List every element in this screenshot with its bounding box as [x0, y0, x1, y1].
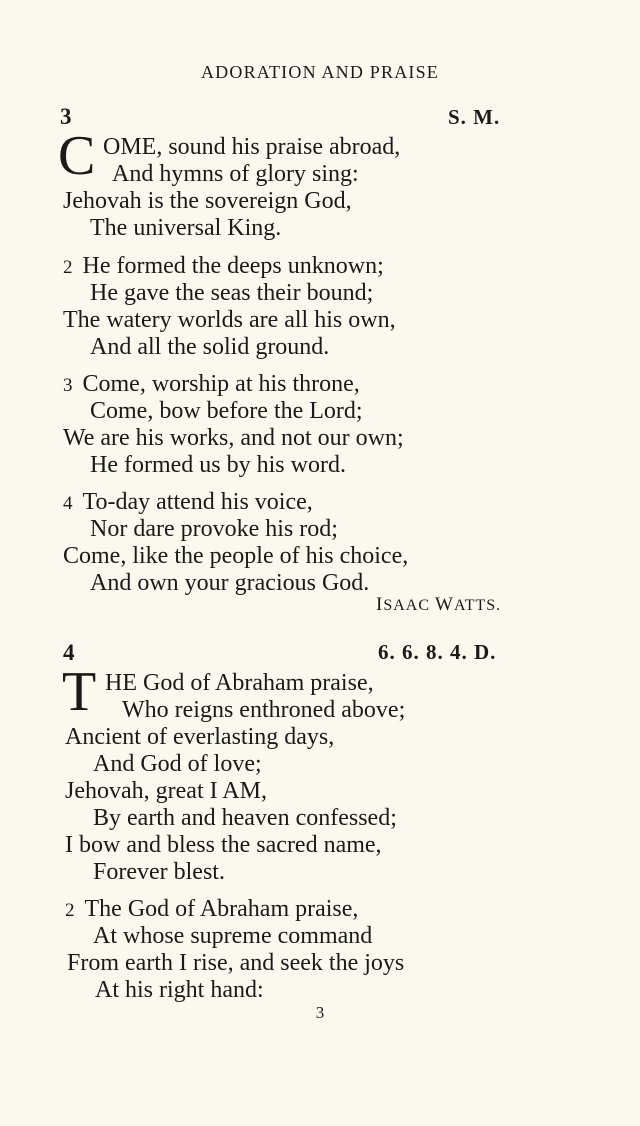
- verse-text: Come, worship at his throne,: [82, 371, 360, 397]
- hymn-4-line-8: Forever blest.: [93, 859, 225, 885]
- hymn-3-line-2: And hymns of glory sing:: [112, 161, 359, 187]
- hymn-4-meter: 6. 6. 8. 4. D.: [378, 640, 497, 664]
- verse-number: 3: [63, 375, 73, 396]
- hymn-3-verse-4-line-1: [63, 489, 313, 517]
- verse-text: He formed the deeps unknown;: [82, 253, 384, 279]
- hymn-4-dropcap: T: [62, 661, 97, 723]
- hymn-3-verse-4-line-2: Nor dare provoke his rod;: [90, 516, 338, 542]
- hymn-3-number: 3: [60, 104, 72, 129]
- hymn-4-line-3: Ancient of everlasting days,: [65, 724, 335, 750]
- hymn-3-dropcap: C: [58, 125, 96, 187]
- hymn-4-number: 4: [63, 640, 75, 665]
- verse-number: 2: [63, 257, 73, 278]
- hymn-4-line-7: I bow and bless the sacred name,: [65, 832, 382, 858]
- hymn-4-line-4: And God of love;: [93, 751, 262, 777]
- hymn-3-verse-2-line-1: [63, 253, 384, 281]
- author-text: ATTS.: [453, 597, 502, 614]
- hymn-4-line-6: By earth and heaven confessed;: [93, 805, 397, 831]
- hymn-3-verse-3-line-3: We are his works, and not our own;: [63, 425, 404, 451]
- author-text: SAAC: [383, 597, 431, 614]
- verse-text: The God of Abraham praise,: [84, 896, 359, 922]
- hymn-4-line-1: HE God of Abraham praise,: [105, 670, 374, 696]
- verse-number: 4: [63, 493, 73, 514]
- verse-number: 2: [65, 900, 75, 921]
- hymn-3-verse-3-line-1: [63, 371, 360, 399]
- author-initial: W: [435, 594, 454, 615]
- hymn-4-verse-2-line-2: At whose supreme command: [93, 923, 373, 949]
- hymn-3-verse-2-line-2: He gave the seas their bound;: [90, 280, 374, 306]
- section-header: ADORATION AND PRAISE: [200, 62, 439, 82]
- hymn-3-verse-2-line-4: And all the solid ground.: [90, 334, 330, 360]
- author-initial: I: [376, 594, 384, 615]
- hymn-4-verse-2-line-3: From earth I rise, and seek the joys: [67, 950, 405, 976]
- hymn-3-line-3: Jehovah is the sovereign God,: [63, 188, 352, 214]
- hymn-3-verse-4-line-3: Come, like the people of his choice,: [63, 543, 409, 569]
- hymn-3-verse-3-line-4: He formed us by his word.: [90, 452, 346, 478]
- hymn-4-verse-2-line-1: [65, 896, 358, 924]
- hymn-3-verse-2-line-3: The watery worlds are all his own,: [63, 307, 396, 333]
- hymn-3-author: [376, 594, 501, 616]
- verse-text: To-day attend his voice,: [82, 489, 313, 515]
- hymn-4-line-2: Who reigns enthroned above;: [122, 697, 406, 723]
- hymn-3-verse-4-line-4: And own your gracious God.: [90, 570, 370, 596]
- hymn-3-line-1: OME, sound his praise abroad,: [103, 134, 401, 160]
- hymn-3-verse-3-line-2: Come, bow before the Lord;: [90, 398, 363, 424]
- hymn-4-line-5: Jehovah, great I AM,: [65, 778, 267, 804]
- hymn-3-meter: S. M.: [448, 105, 501, 129]
- hymn-4-verse-2-line-4: At his right hand:: [95, 977, 264, 1003]
- page-number: 3: [315, 1003, 325, 1022]
- hymn-3-line-4: The universal King.: [90, 215, 282, 241]
